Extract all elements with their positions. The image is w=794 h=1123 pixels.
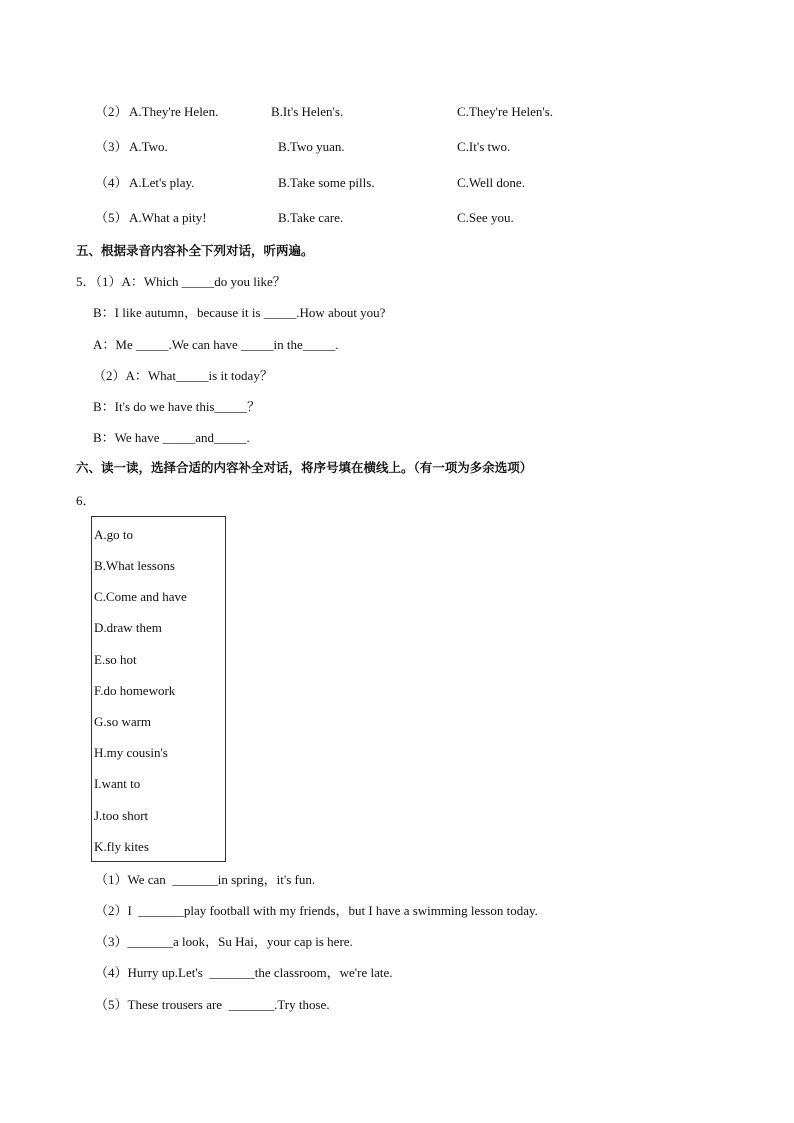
- fill-question: （4）Hurry up.Let's _______the classroom，we're late.: [95, 965, 393, 980]
- choice-b: B.Take care.: [278, 210, 344, 225]
- choice-a: A.Let's play.: [129, 175, 195, 190]
- word-option: G.so warm: [94, 714, 152, 729]
- dialogue-line: 5．（1）A：Which _____do you like？: [76, 274, 286, 289]
- section-6-heading: 六、读一读，选择合适的内容补全对话，将序号填在横线上。（有一项为多余选项）: [76, 460, 533, 475]
- word-option: H.my cousin's: [94, 745, 168, 760]
- section-5-heading: 五、根据录音内容补全下列对话，听两遍。: [76, 243, 314, 258]
- word-option: I.want to: [94, 776, 141, 791]
- choice-b: B.Two yuan.: [278, 139, 345, 154]
- choice-number: （4）: [95, 175, 128, 190]
- choice-a: A.They're Helen.: [129, 104, 219, 119]
- word-option: C.Come and have: [94, 589, 187, 604]
- choice-b: B.It's Helen's.: [271, 104, 344, 119]
- word-option: B.What lessons: [94, 558, 175, 573]
- dialogue-line: B：It's do we have this_____？: [93, 399, 260, 414]
- fill-question: （2）I _______play football with my friends，but I have a swimming lesson today.: [95, 903, 538, 918]
- fill-question: （1）We can _______in spring，it's fun.: [95, 872, 316, 887]
- choice-b: B.Take some pills.: [278, 175, 375, 190]
- word-option: K.fly kites: [94, 839, 149, 854]
- word-bank-box: [91, 516, 226, 862]
- choice-c: C.It's two.: [457, 139, 511, 154]
- word-option: D.draw them: [94, 620, 162, 635]
- choice-a: A.What a pity!: [129, 210, 207, 225]
- choice-c: C.Well done.: [457, 175, 525, 190]
- choice-number: （2）: [95, 104, 128, 119]
- dialogue-line: （2）A：What_____is it today？: [93, 368, 273, 383]
- word-option: F.do homework: [94, 683, 176, 698]
- word-option: J.too short: [94, 808, 149, 823]
- word-option: A.go to: [94, 527, 133, 542]
- word-option: E.so hot: [94, 652, 137, 667]
- choice-c: C.See you.: [457, 210, 514, 225]
- choice-number: （5）: [95, 210, 128, 225]
- choice-a: A.Two.: [129, 139, 168, 154]
- fill-question: （5）These trousers are _______.Try those.: [95, 997, 330, 1012]
- question-number: 6．: [76, 493, 96, 508]
- dialogue-line: A：Me _____.We can have _____in the_____.: [93, 337, 339, 352]
- fill-question: （3）_______a look，Su Hai，your cap is here.: [95, 934, 353, 949]
- dialogue-line: B：I like autumn，because it is _____.How about you?: [93, 305, 386, 320]
- dialogue-line: B：We have _____and_____.: [93, 430, 250, 445]
- choice-number: （3）: [95, 139, 128, 154]
- choice-c: C.They're Helen's.: [457, 104, 554, 119]
